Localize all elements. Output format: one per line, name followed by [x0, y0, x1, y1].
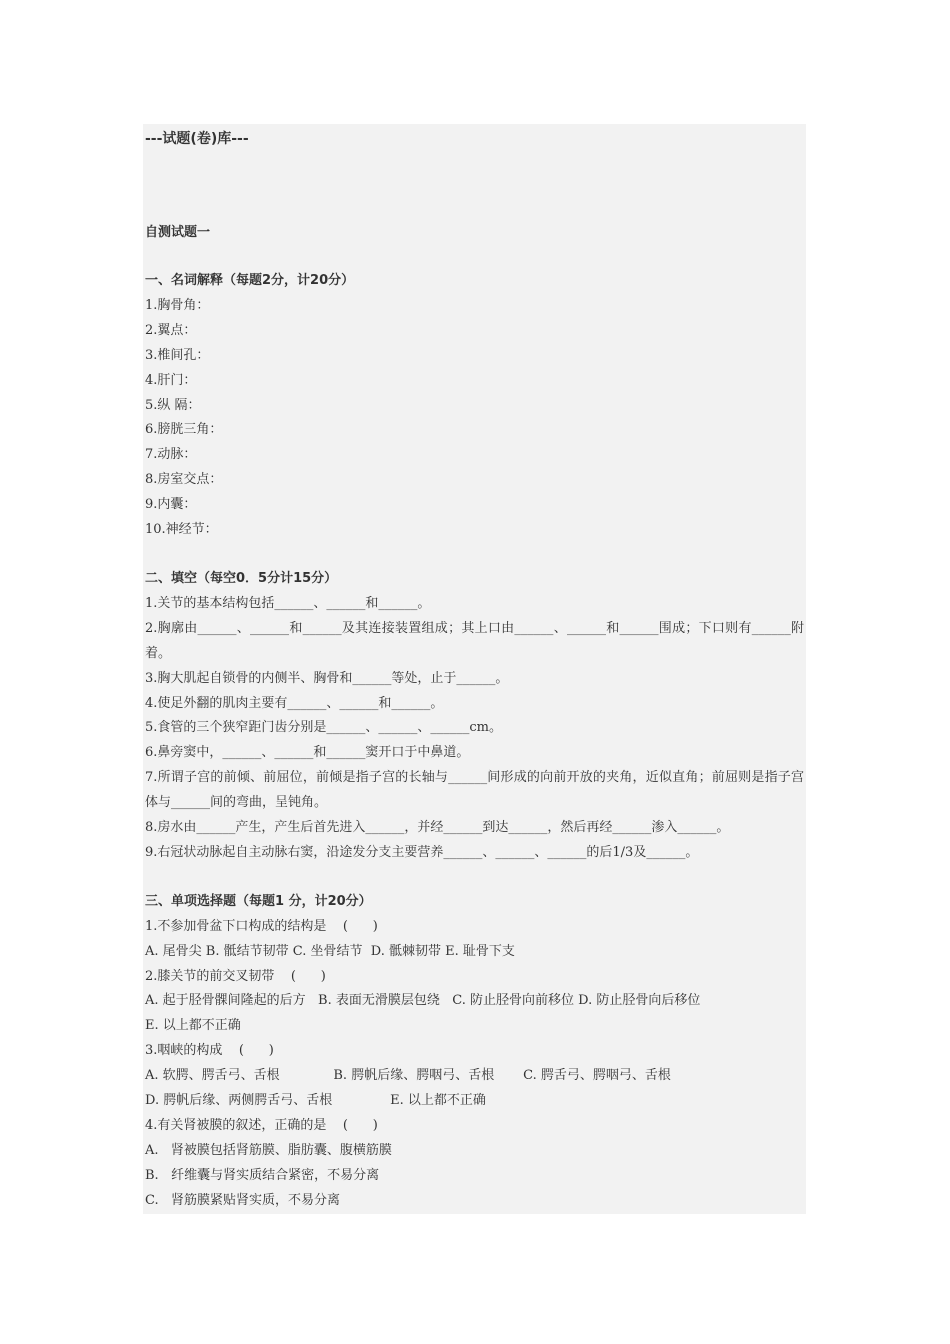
- definition-item: 3.椎间孔：: [145, 347, 210, 363]
- fill-in-item: 1.关节的基本结构包括______、______和______。: [145, 595, 431, 611]
- question-stem: 1.不参加骨盆下口构成的结构是 ( ): [145, 918, 378, 934]
- question-options: C. 肾筋膜紧贴肾实质，不易分离: [145, 1192, 341, 1208]
- definition-item: 5.纵 隔：: [145, 397, 201, 413]
- question-stem: 2.膝关节的前交叉韧带 ( ): [145, 968, 326, 984]
- fill-in-item: 3.胸大肌起自锁骨的内侧半、胸骨和______等处，止于______。: [145, 670, 509, 686]
- question-options: A. 尾骨尖 B. 骶结节韧带 C. 坐骨结节 D. 骶棘韧带 E. 耻骨下支: [145, 943, 515, 959]
- definition-item: 6.膀胱三角：: [145, 422, 223, 438]
- definition-item: 7.动脉：: [145, 447, 197, 463]
- fill-in-item: 5.食管的三个狭窄距门齿分别是______、______、______cm。: [145, 720, 503, 736]
- question-options: D. 腭帆后缘、两侧腭舌弓、舌根 E. 以上都不正确: [145, 1093, 486, 1109]
- document-body: [143, 124, 806, 1214]
- definition-item: 4.肝门：: [145, 372, 197, 388]
- question-stem: 4.有关肾被膜的叙述，正确的是 ( ): [145, 1118, 378, 1133]
- document-title: ---试题(卷)库---: [145, 131, 249, 147]
- definition-item: 1.胸骨角：: [145, 297, 210, 313]
- section-heading-fill-in: 二、填空（每空0．5分计15分）: [145, 570, 338, 586]
- section-heading-definitions: 一、名词解释（每题2分，计20分）: [145, 273, 355, 288]
- test-title: 自测试题一: [145, 225, 211, 240]
- fill-in-item: 7.所谓子宫的前倾、前屈位，前倾是指子宫的长轴与______间形成的向前开放的夹角，近似直角；前屈则是指子宫体与______间的弯曲，呈钝角。: [145, 770, 804, 811]
- question-options: A. 起于胫骨髁间隆起的后方 B. 表面无滑膜层包绕 C. 防止胫骨向前移位 D. 防止胫骨向后移位: [145, 993, 701, 1009]
- fill-in-item: 9.右冠状动脉起自主动脉右窦，沿途发分支主要营养______、______、______的后1/3及______。: [145, 844, 699, 860]
- section-heading-multiple-choice: 三、单项选择题（每题1 分，计20分）: [145, 893, 372, 909]
- question-options: E. 以上都不正确: [145, 1018, 241, 1034]
- fill-in-item: 4.使足外翻的肌肉主要有______、______和______。: [145, 695, 444, 711]
- definition-item: 9.内囊：: [145, 497, 197, 513]
- question-options: B. 纤维囊与肾实质结合紧密，不易分离: [145, 1167, 380, 1183]
- question-options: A. 肾被膜包括肾筋膜、脂肪囊、腹横筋膜: [145, 1142, 392, 1158]
- question-options: A. 软腭、腭舌弓、舌根 B. 腭帆后缘、腭咽弓、舌根 C. 腭舌弓、腭咽弓、舌根: [145, 1068, 671, 1084]
- definition-item: 2.翼点：: [145, 322, 197, 338]
- fill-in-item: 2.胸廓由______、______和______及其连接装置组成；其上口由______、______和______围成；下口则有______附着。: [145, 620, 804, 661]
- definition-item: 8.房室交点：: [145, 472, 223, 488]
- definition-item: 10.神经节：: [145, 522, 218, 538]
- question-stem: 3.咽峡的构成 ( ): [145, 1043, 274, 1059]
- fill-in-item: 8.房水由______产生，产生后首先进入______，并经______到达______，然后再经______渗入______。: [145, 820, 730, 836]
- fill-in-item: 6.鼻旁窦中，______、______和______窦开口于中鼻道。: [145, 745, 470, 761]
